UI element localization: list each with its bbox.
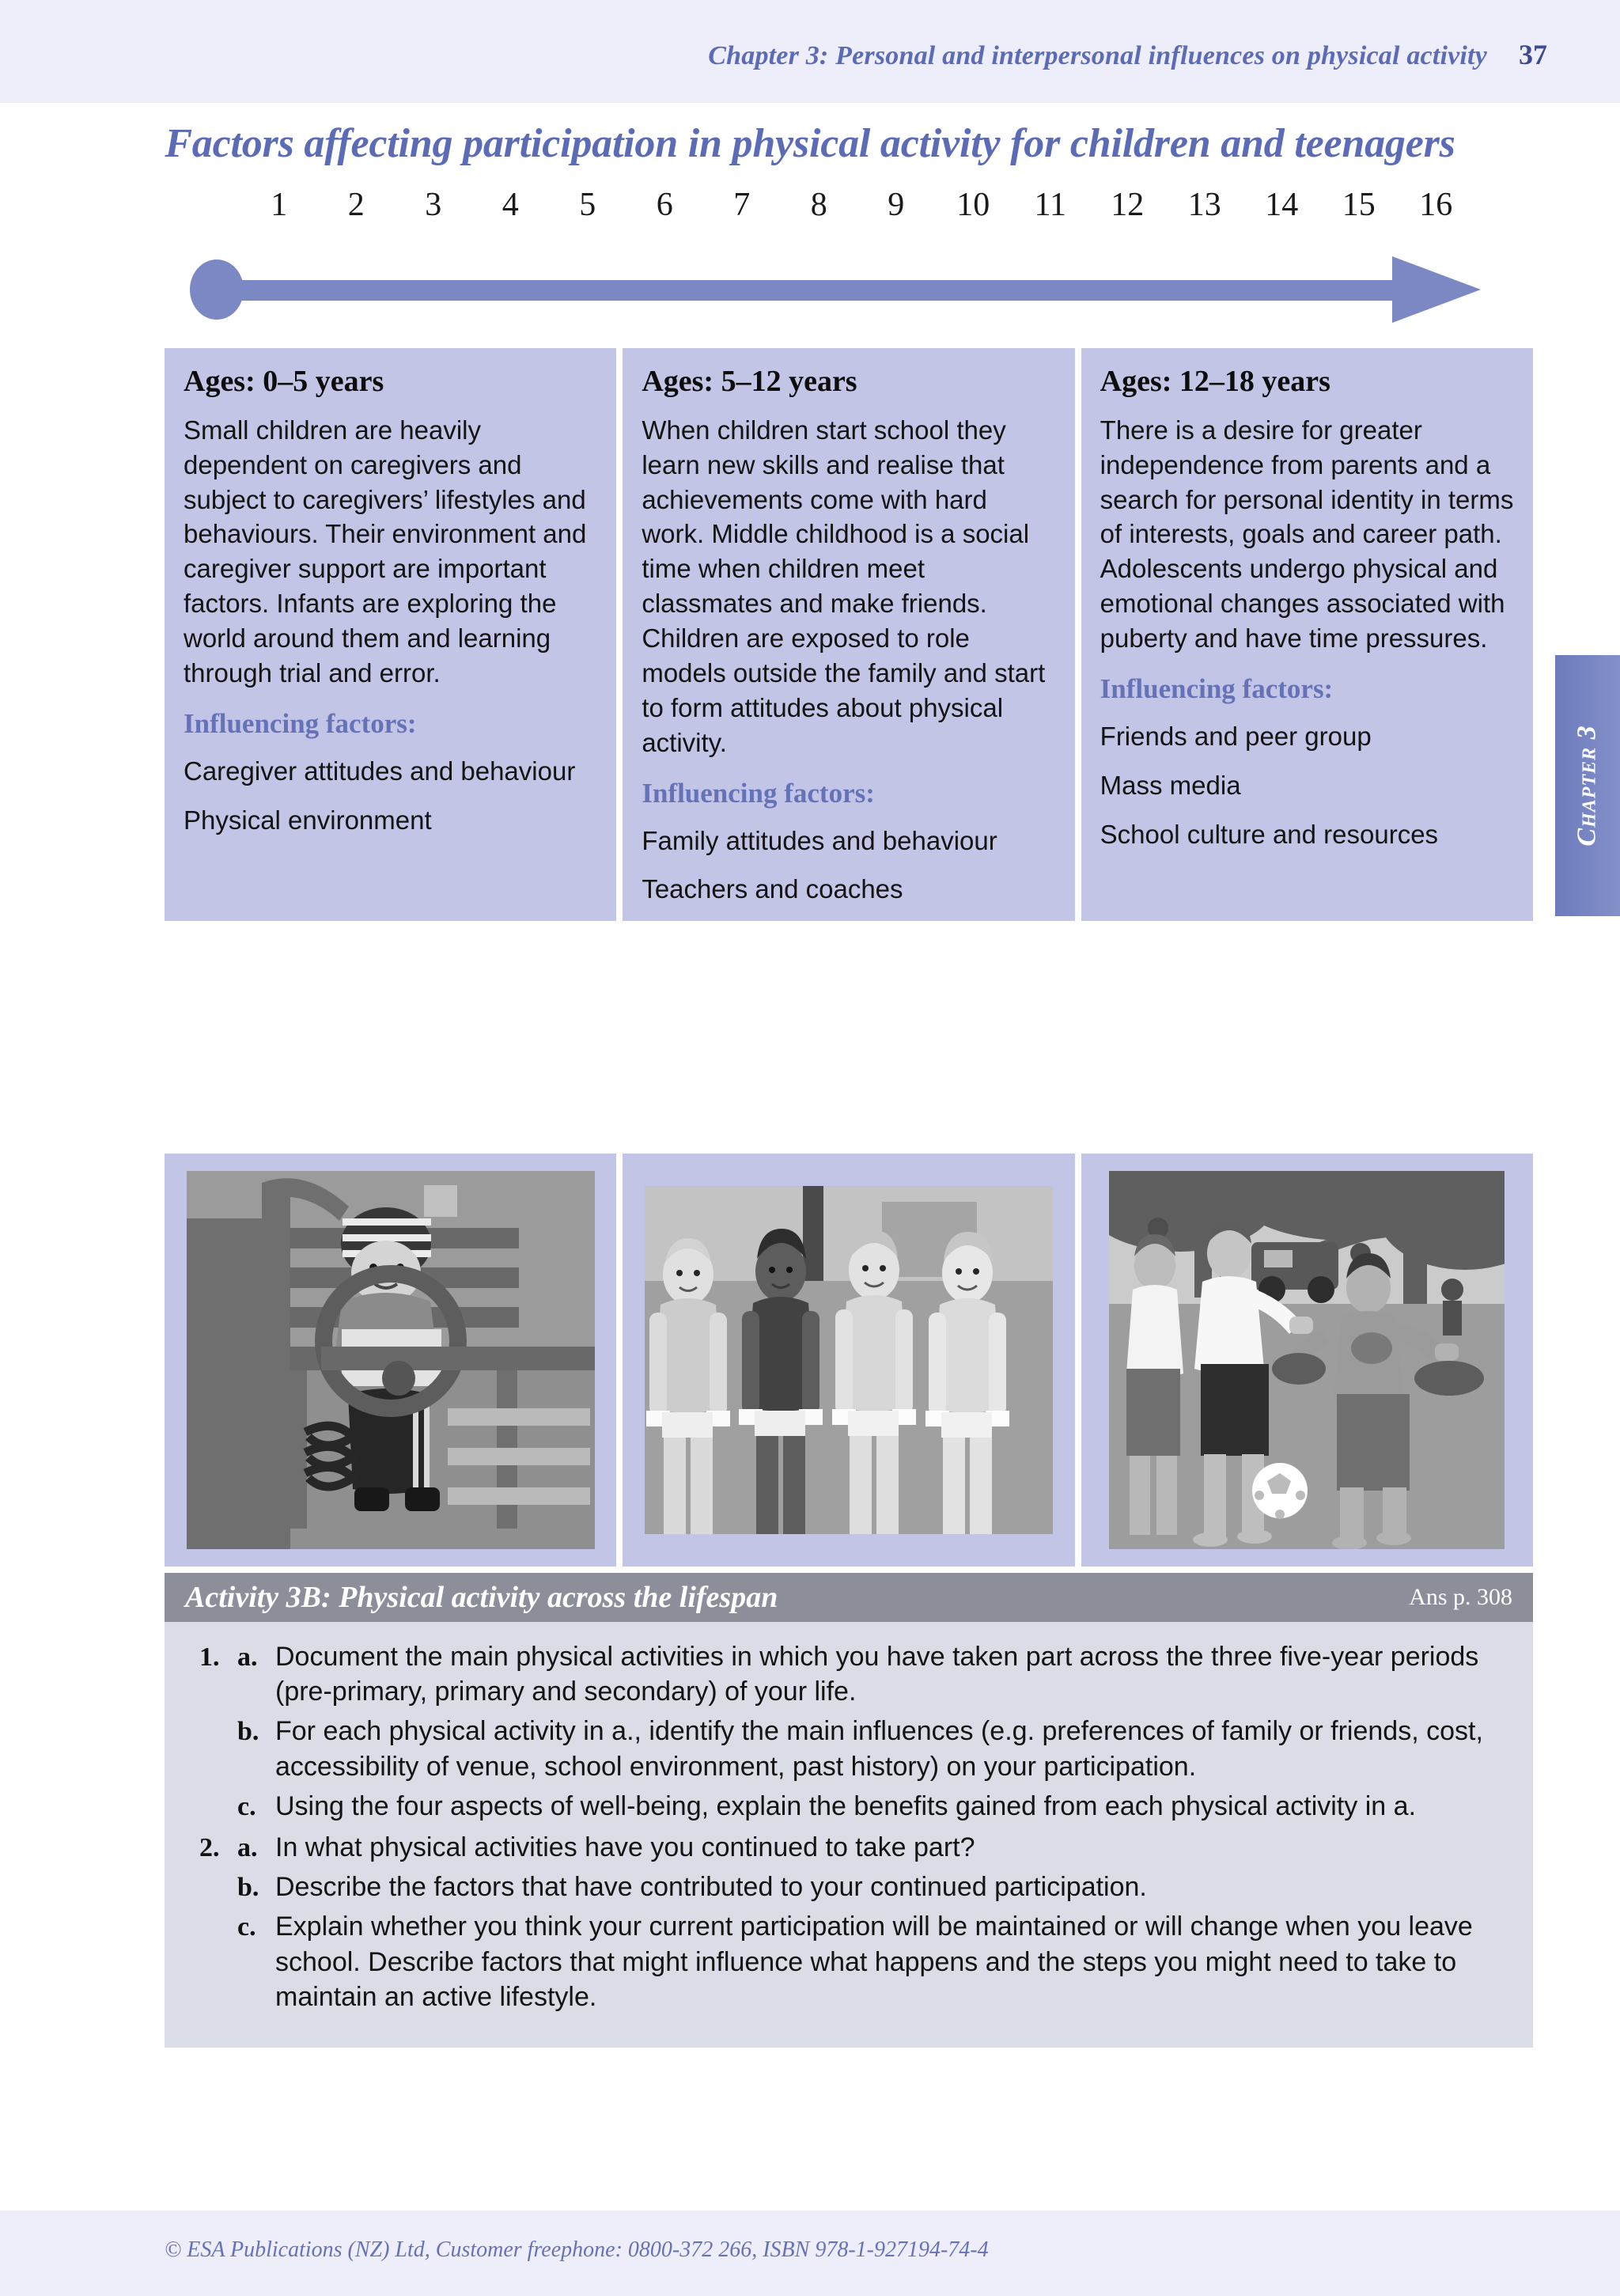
teenagers-playing-soccer-photo [1109, 1171, 1505, 1549]
question-text: Document the main physical activities in which you have taken part across the three five-year periods (pre-primary, primary and secondary) of your life. [275, 1642, 1479, 1707]
age-scale-tick: 5 [579, 187, 596, 223]
activity-box [165, 1573, 1533, 2048]
question-group [199, 1830, 1498, 2019]
influencing-factor: Friends and peer group [1100, 721, 1372, 751]
chapter-tab-label: Chapter 3 [1573, 725, 1603, 847]
question-item [237, 1789, 1498, 1824]
question-text: In what physical activities have you continued to take part? [275, 1832, 975, 1862]
age-scale [240, 188, 1474, 234]
photo-strip [165, 1154, 1533, 1567]
question-number: 1. [199, 1642, 220, 1672]
footer-copyright: © ESA Publications (NZ) Ltd, Customer freephone: 0800-372 266, ISBN 978-1-927194-74-4 [165, 2237, 989, 2262]
footer-band [0, 2211, 1620, 2296]
question-letter: c. [237, 1791, 256, 1821]
question-number: 2. [199, 1832, 220, 1862]
age-scale-tick: 12 [1111, 187, 1145, 223]
chapter-tab [1555, 655, 1620, 916]
question-letter: a. [237, 1642, 258, 1672]
age-stage-body: Small children are heavily dependent on caregivers and subject to caregivers’ lifestyles and behaviours. Their environment and caregiver support are important factors. Infants are exploring the world around them and learning through trial and error. [184, 415, 587, 688]
age-scale-tick: 14 [1265, 187, 1299, 223]
activity-answer-ref: Ans p. 308 [1409, 1584, 1512, 1610]
question-group [199, 1639, 1498, 1828]
influencing-factors-label: Influencing factors: [642, 777, 875, 809]
age-scale-tick: 7 [733, 187, 751, 223]
question-item [237, 1909, 1498, 2014]
age-stage-panel [165, 348, 1533, 921]
age-stage-heading: Ages: 5–12 years [642, 365, 857, 398]
activity-title: Activity 3B: Physical activity across the lifespan [185, 1581, 778, 1614]
question-text: For each physical activity in a., identify the main influences (e.g. preferences of family or friends, cost, accessibility of venue, school environment, past history) on your participation. [275, 1716, 1483, 1782]
influencing-factor: Teachers and coaches [642, 874, 903, 904]
influencing-factor: Caregiver attitudes and behaviour [184, 756, 576, 786]
age-scale-tick: 6 [656, 187, 673, 223]
age-scale-tick: 3 [425, 187, 442, 223]
timeline-bar [225, 280, 1403, 301]
question-item [237, 1714, 1498, 1783]
age-scale-tick: 1 [271, 187, 288, 223]
photo-cell-1 [623, 1154, 1074, 1567]
age-scale-tick: 8 [810, 187, 827, 223]
question-items [237, 1830, 1498, 2019]
four-girls-in-gymnastics-leotards-photo [645, 1186, 1053, 1534]
influencing-factor: Family attitudes and behaviour [642, 825, 997, 855]
timeline-arrow [190, 260, 1479, 320]
influencing-factor: Physical environment [184, 805, 432, 835]
question-items [237, 1639, 1498, 1828]
age-scale-tick: 9 [888, 187, 905, 223]
age-scale-tick: 2 [347, 187, 365, 223]
age-scale-tick: 11 [1034, 187, 1066, 223]
age-stage-heading: Ages: 12–18 years [1100, 365, 1330, 398]
question-text: Explain whether you think your current participation will be maintained or will change when you leave school. Describe factors that might influence what happens and the steps you might need to take to maintain an active lifestyle. [275, 1911, 1473, 2012]
photo-cell-0 [165, 1154, 616, 1567]
page-title: Factors affecting participation in physical activity for children and teenagers [165, 121, 1455, 166]
age-scale-tick: 10 [956, 187, 990, 223]
question-item [237, 1870, 1498, 1904]
age-stage-heading: Ages: 0–5 years [184, 365, 384, 398]
influencing-factor: School culture and resources [1100, 819, 1439, 849]
activity-questions [165, 1622, 1533, 2048]
question-letter: b. [237, 1873, 259, 1903]
age-scale-tick: 4 [502, 187, 519, 223]
influencing-factors-label: Influencing factors: [184, 707, 417, 739]
question-letter: b. [237, 1717, 259, 1747]
photo-cell-2 [1081, 1154, 1533, 1567]
question-item [237, 1639, 1498, 1709]
running-head-band [0, 0, 1620, 103]
influencing-factor: Mass media [1100, 770, 1241, 800]
toddler-on-playground-ride-photo [187, 1171, 595, 1549]
timeline-arrowhead-icon [1392, 256, 1481, 323]
question-text: Using the four aspects of well-being, explain the benefits gained from each physical activity in a. [275, 1790, 1417, 1821]
page-number: 37 [1519, 39, 1547, 70]
age-stage-column-0 [165, 348, 616, 921]
question-item [237, 1830, 1498, 1865]
age-stage-column-1 [623, 348, 1074, 921]
running-head-title: Chapter 3: Personal and interpersonal influences on physical activity [708, 41, 1487, 70]
influencing-factors-label: Influencing factors: [1100, 673, 1334, 704]
running-head [708, 38, 1547, 71]
age-stage-column-2 [1081, 348, 1533, 921]
age-stage-body: There is a desire for greater independence from parents and a search for personal identity in terms of interests, goals and career path. Adolescents undergo physical and emotional changes associated with puberty and have time pressures. [1100, 415, 1514, 654]
age-scale-tick: 13 [1187, 187, 1221, 223]
question-text: Describe the factors that have contributed to your continued participation. [275, 1872, 1147, 1903]
age-scale-tick: 16 [1419, 187, 1453, 223]
age-stage-body: When children start school they learn new skills and realise that achievements come with hard work. Middle childhood is a social time when children meet classmates and make friends. Children are exposed to role models outside the family and start to form attitudes about physical activity. [642, 415, 1046, 757]
question-letter: a. [237, 1832, 258, 1862]
question-letter: c. [237, 1912, 256, 1942]
activity-header [165, 1573, 1533, 1622]
age-scale-tick: 15 [1342, 187, 1376, 223]
